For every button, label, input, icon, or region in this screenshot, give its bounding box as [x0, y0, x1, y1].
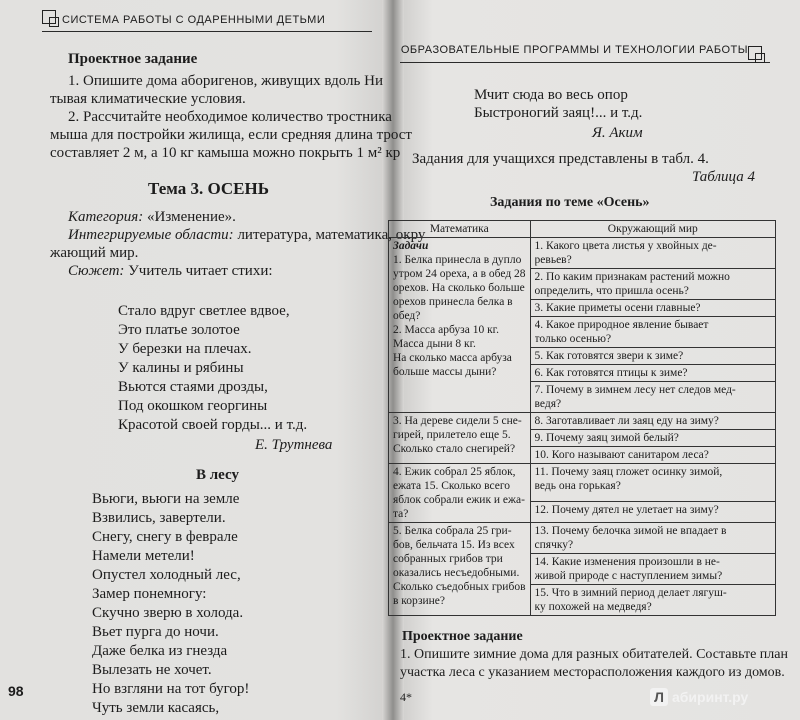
- table-title: Задания по теме «Осень»: [490, 195, 650, 210]
- math-task-cell: [389, 413, 531, 464]
- table-row: [389, 413, 776, 430]
- world-question-line: 2. По каким признакам растений можно: [534, 271, 730, 283]
- watermark-logo: Л абиринт.ру: [650, 688, 748, 706]
- poem2-line: Вьюги, вьюги на земле: [92, 491, 240, 507]
- poem2-line: Скучно зверю в холода.: [92, 605, 244, 621]
- world-question-cell: [530, 238, 775, 269]
- world-question-cell: [530, 464, 775, 502]
- project-line: 2. Рассчитайте необходимое количество тростника: [68, 109, 392, 125]
- math-task-line: орехов. На сколько больше: [393, 282, 525, 294]
- world-question-cell: [530, 502, 775, 523]
- project-line: 1. Опишите дома аборигенов, живущих вдоль Ни: [68, 73, 383, 89]
- poem2-line: Чуть земли касаясь,: [92, 700, 220, 716]
- math-task-line: та?: [393, 508, 409, 520]
- math-task-line: 2. Масса арбуза 10 кг.: [393, 324, 499, 336]
- world-question-line: 6. Как готовятся птицы к зиме?: [534, 367, 688, 379]
- world-question-cell: [530, 430, 775, 447]
- math-task-cell: [389, 464, 531, 523]
- world-question-line: ку похожей на медведя?: [534, 601, 652, 613]
- table-header-math: Математика: [389, 221, 531, 238]
- poem2-line: Даже белка из гнезда: [92, 643, 228, 659]
- footer-mark: 4*: [400, 690, 412, 704]
- world-question-cell: [530, 413, 775, 430]
- left-running-head: СИСТЕМА РАБОТЫ С ОДАРЕННЫМИ ДЕТЬМИ: [62, 14, 326, 26]
- world-question-line: 8. Заготавливает ли заяц еду на зиму?: [534, 415, 719, 427]
- header-square-inner-icon: [49, 17, 59, 27]
- world-question-line: 4. Какое природное явление бывает: [534, 319, 709, 331]
- plot-line: Сюжет: Учитель читает стихи:: [68, 263, 273, 279]
- poem1-author: Е. Трутнева: [255, 437, 333, 453]
- world-question-line: 14. Какие изменения произошли в не-: [534, 556, 720, 568]
- world-question-cell: [530, 317, 775, 348]
- math-task-line: в корзине?: [393, 595, 446, 607]
- poem2-line: Вылезать не хочет.: [92, 662, 212, 678]
- world-question-line: ведя?: [534, 398, 562, 410]
- math-task-line: больше массы дыни?: [393, 366, 497, 378]
- world-question-line: 7. Почему в зимнем лесу нет следов мед-: [534, 384, 736, 396]
- project-line: составляет 2 м, а 10 кг камыша можно покрыть 1 м² кр: [50, 145, 401, 161]
- world-question-line: ревьев?: [534, 254, 572, 266]
- poem1-line: У калины и рябины: [118, 360, 244, 376]
- header-rule: [42, 31, 372, 32]
- poem1-line: Это платье золотое: [118, 322, 240, 338]
- poem1-line: Стало вдруг светлее вдвое,: [118, 303, 290, 319]
- math-task-line: утром 24 ореха, а в обед 28: [393, 268, 526, 280]
- table-label: Таблица 4: [692, 169, 755, 185]
- page-number: 98: [8, 683, 24, 699]
- world-question-cell: [530, 365, 775, 382]
- project-line-right: 1. Опишите зимние дома для разных обитателей. Составьте план: [400, 647, 788, 662]
- poem1-line: У березки на плечах.: [118, 341, 252, 357]
- world-question-line: 10. Кого называют санитаром леса?: [534, 449, 709, 461]
- math-task-line: бов, бельчата 15. Из всех: [393, 539, 515, 551]
- world-question-cell: [530, 269, 775, 300]
- project-line-right: участка леса с указанием месторасположения каждого из домов.: [400, 665, 785, 680]
- math-task-line: 5. Белка собрала 25 гри-: [393, 525, 512, 537]
- math-task-line: оказались несъедобными.: [393, 567, 520, 579]
- math-task-line: орехов принесла белка в: [393, 296, 513, 308]
- math-task-line: обед?: [393, 310, 421, 322]
- project-line: тывая климатические условия.: [50, 91, 246, 107]
- math-task-line: гирей, прилетело еще 5.: [393, 429, 511, 441]
- world-question-cell: [530, 348, 775, 365]
- world-question-line: спячку?: [534, 539, 574, 551]
- header-rule-right: [400, 62, 770, 63]
- math-task-line: яблок собрали ежик и ежа-: [393, 494, 525, 506]
- project-title-left: Проектное задание: [68, 51, 198, 67]
- project-title-right: Проектное задание: [402, 629, 523, 644]
- world-question-line: 1. Какого цвета листья у хвойных де-: [534, 240, 717, 252]
- world-question-line: 15. Что в зимний период делает лягуш-: [534, 587, 727, 599]
- math-task-line: Сколько съедобных грибов: [393, 581, 526, 593]
- math-task-line: собранных грибов три: [393, 553, 503, 565]
- world-question-line: ведь она горькая?: [534, 480, 621, 492]
- world-question-cell: [530, 382, 775, 413]
- world-question-line: определить, что пришла осень?: [534, 285, 689, 297]
- world-question-line: 13. Почему белочка зимой не впадает в: [534, 525, 727, 537]
- world-question-cell: [530, 300, 775, 317]
- poem1-line: Вьются стаями дрозды,: [118, 379, 268, 395]
- world-question-line: 9. Почему заяц зимой белый?: [534, 432, 679, 444]
- math-task-cell: [389, 523, 531, 616]
- poem2-line: Опустел холодный лес,: [92, 567, 241, 583]
- world-question-cell: [530, 554, 775, 585]
- world-question-line: 12. Почему дятел не улетает на зиму?: [534, 504, 719, 517]
- math-task-line: Масса дыни 8 кг.: [393, 338, 476, 350]
- theme-title: Тема 3. ОСЕНЬ: [148, 179, 269, 198]
- math-task-cell: [389, 238, 531, 413]
- math-task-line: ежата 15. Сколько всего: [393, 480, 511, 492]
- poem-cont-line: Быстроногий заяц!... и т.д.: [474, 105, 643, 121]
- world-question-line: живой природе с наступлением зимы?: [534, 570, 723, 582]
- world-question-line: 5. Как готовятся звери к зиме?: [534, 350, 684, 362]
- math-task-line: 3. На дереве сидели 5 сне-: [393, 415, 522, 427]
- world-question-cell: [530, 523, 775, 554]
- poem2-line: Но взгляни на тот бугор!: [92, 681, 250, 697]
- poem2-line: Замер понемногу:: [92, 586, 207, 602]
- math-task-line: Сколько стало снегирей?: [393, 443, 516, 455]
- areas-cont: жающий мир.: [50, 245, 139, 261]
- poem2-line: Снегу, снегу в феврале: [92, 529, 238, 545]
- math-task-line: 1. Белка принесла в дупло: [393, 254, 522, 266]
- tasks-table: [388, 220, 776, 616]
- world-question-cell: [530, 585, 775, 616]
- table-row: [389, 523, 776, 554]
- world-question-line: 3. Какие приметы осени главные?: [534, 302, 701, 314]
- poem1-line: Под окошком георгины: [118, 398, 268, 414]
- math-task-line: На сколько масса арбуза: [393, 352, 512, 364]
- poem2-line: Взвились, завертели.: [92, 510, 226, 526]
- poem-author-right: Я. Аким: [592, 125, 643, 141]
- table-row: [389, 464, 776, 502]
- poem2-title: В лесу: [196, 467, 239, 483]
- poem2-line: Намели метели!: [92, 548, 195, 564]
- right-running-head: ОБРАЗОВАТЕЛЬНЫЕ ПРОГРАММЫ И ТЕХНОЛОГИИ РАБОТЫ: [400, 44, 748, 56]
- project-line: мыша для постройки жилища, если средняя длина трост: [50, 127, 412, 143]
- poem-cont-line: Мчит сюда во весь опор: [474, 87, 628, 103]
- math-task-line: 4. Ежик собрал 25 яблок,: [393, 466, 516, 478]
- category-line: Категория: «Изменение».: [68, 209, 236, 225]
- poem2-line: Вьет пурга до ночи.: [92, 624, 219, 640]
- world-question-line: только осенью?: [534, 333, 612, 345]
- table-row: [389, 238, 776, 269]
- table-intro: Задания для учащихся представлены в табл. 4.: [412, 151, 709, 167]
- areas-line: Интегрируемые области: литература, математика, окру: [68, 227, 426, 243]
- math-task-line: Задачи: [393, 240, 429, 252]
- header-square-inner-icon: [755, 53, 765, 63]
- world-question-cell: [530, 447, 775, 464]
- table-header-world: Окружающий мир: [530, 221, 775, 238]
- world-question-line: 11. Почему заяц гложет осинку зимой,: [534, 466, 723, 478]
- poem1-line: Красотой своей горды... и т.д.: [118, 417, 308, 433]
